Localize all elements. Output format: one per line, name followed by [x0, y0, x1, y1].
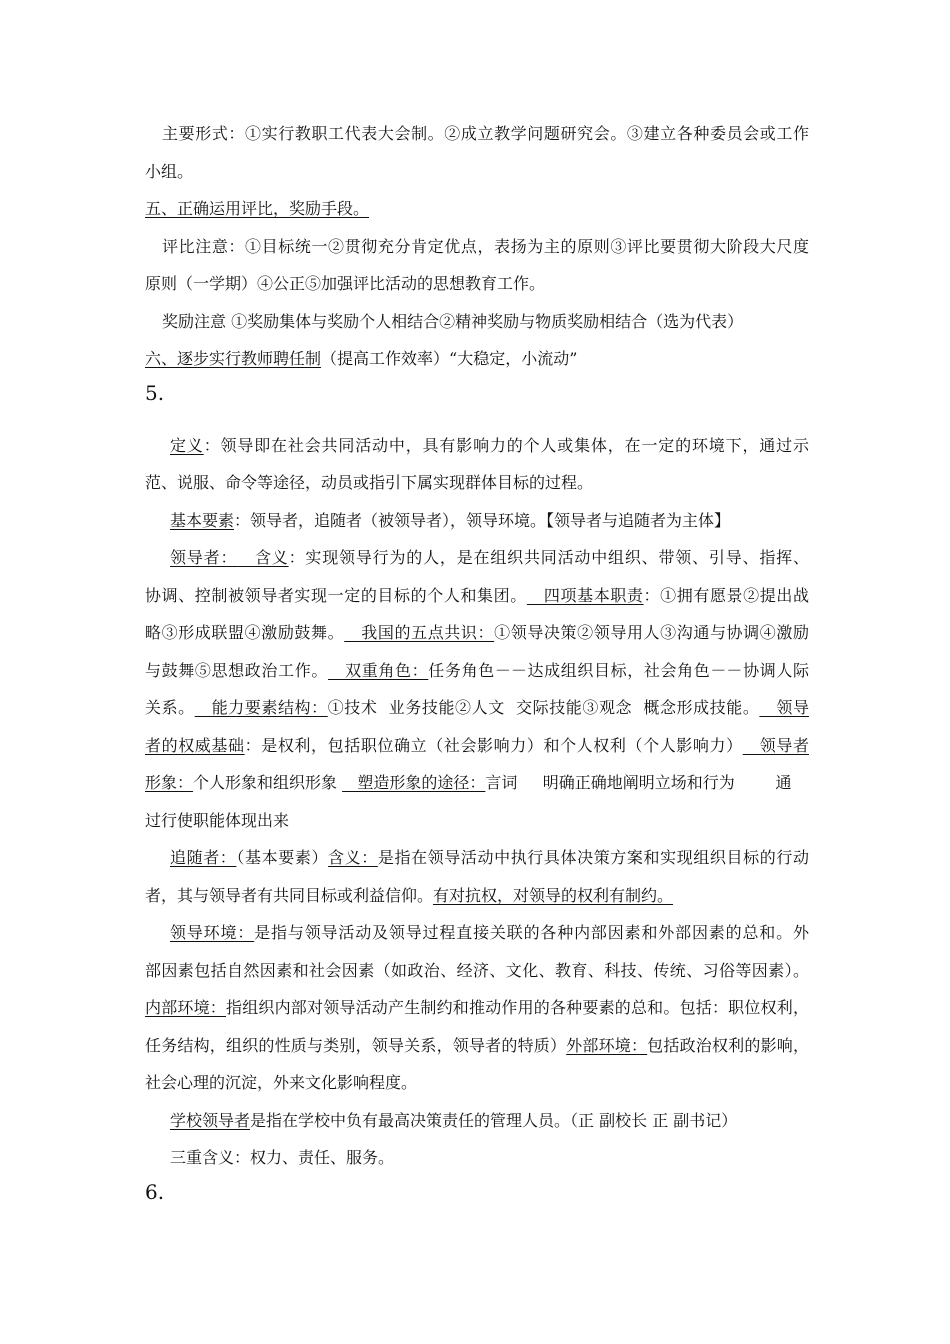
paragraph-line: 三重含义：权力、责任、服务。 — [170, 1148, 395, 1167]
paragraph-line: 者的权威基础：是权利，包括职位确立（社会影响力）和个人权利（个人影响力） 领导者 — [145, 736, 809, 755]
section-number-6: 6. — [145, 1180, 165, 1204]
section-heading-5: 五、正确运用评比，奖励手段。 — [145, 199, 370, 218]
paragraph-line: 与鼓舞⑤思想政治工作。 双重角色：任务角色－－达成组织目标，社会角色－－协调人际 — [145, 661, 809, 680]
paragraph-line: 略③形成联盟④激励鼓舞。 我国的五点共识：①领导决策②领导用人③沟通与协调④激励 — [145, 623, 809, 642]
paragraph-line: 原则（一学期）④公正⑤加强评比活动的思想教育工作。 — [145, 274, 546, 293]
paragraph-line: 社会心理的沉淀，外来文化影响程度。 — [145, 1073, 418, 1092]
paragraph-line: 部因素包括自然因素和社会因素（如政治、经济、文化、教育、科技、传统、习俗等因素）。 — [145, 961, 809, 980]
paragraph-line: 定义：领导即在社会共同活动中，具有影响力的个人或集体，在一定的环境下，通过示 — [170, 436, 809, 455]
paragraph-line: 基本要素：领导者，追随者（被领导者），领导环境。【领导者与追随者为主体】 — [170, 511, 731, 530]
paragraph-line: 关系。 能力要素结构：①技术 业务技能②人文 交际技能③观念 概念形成技能。 领导 — [145, 698, 809, 717]
paragraph-line: 奖励注意 ①奖励集体与奖励个人相结合②精神奖励与物质奖励相结合（选为代表） — [162, 312, 744, 331]
paragraph-line: 学校领导者是指在学校中负有最高决策责任的管理人员。（正 副校长 正 副书记） — [170, 1111, 738, 1130]
section-number-5: 5. — [145, 381, 165, 405]
paragraph-line: 范、说服、命令等途径，动员或指引下属实现群体目标的过程。 — [145, 473, 594, 492]
paragraph-line: 评比注意：①目标统一②贯彻充分肯定优点，表扬为主的原则③评比要贯彻大阶段大尺度 — [162, 237, 809, 256]
paragraph-line: 协调、控制被领导者实现一定的目标的个人和集团。 四项基本职责：①拥有愿景②提出战 — [145, 586, 809, 605]
paragraph-line: 任务结构，组织的性质与类别，领导关系，领导者的特质）外部环境：包括政治权利的影响， — [145, 1036, 809, 1055]
paragraph-line: 形象：个人形象和组织形象 塑造形象的途径：言词 明确正确地阐明立场和行为 通 — [145, 773, 792, 792]
paragraph-line: 小组。 — [145, 162, 194, 181]
paragraph-line: 者，其与领导者有共同目标或利益信仰。有对抗权，对领导的权利有制约。 — [145, 886, 674, 905]
paragraph-line: 主要形式：①实行教职工代表大会制。②成立教学问题研究会。③建立各种委员会或工作 — [162, 124, 809, 143]
paragraph-line: 领导者： 含义：实现领导行为的人，是在组织共同活动中组织、带领、引导、指挥、 — [170, 548, 809, 567]
paragraph-line: 追随者：（基本要素）含义：是指在领导活动中执行具体决策方案和实现组织目标的行动 — [170, 848, 809, 867]
paragraph-line: 内部环境：指组织内部对领导活动产生制约和推动作用的各种要素的总和。包括：职位权利， — [145, 998, 809, 1017]
paragraph-line: 过行使职能体现出来 — [145, 811, 290, 830]
paragraph-line: 领导环境：是指与领导活动及领导过程直接关联的各种内部因素和外部因素的总和。外 — [170, 923, 809, 942]
section-heading-6: 六、逐步实行教师聘任制（提高工作效率）“大稳定，小流动” — [145, 349, 578, 368]
